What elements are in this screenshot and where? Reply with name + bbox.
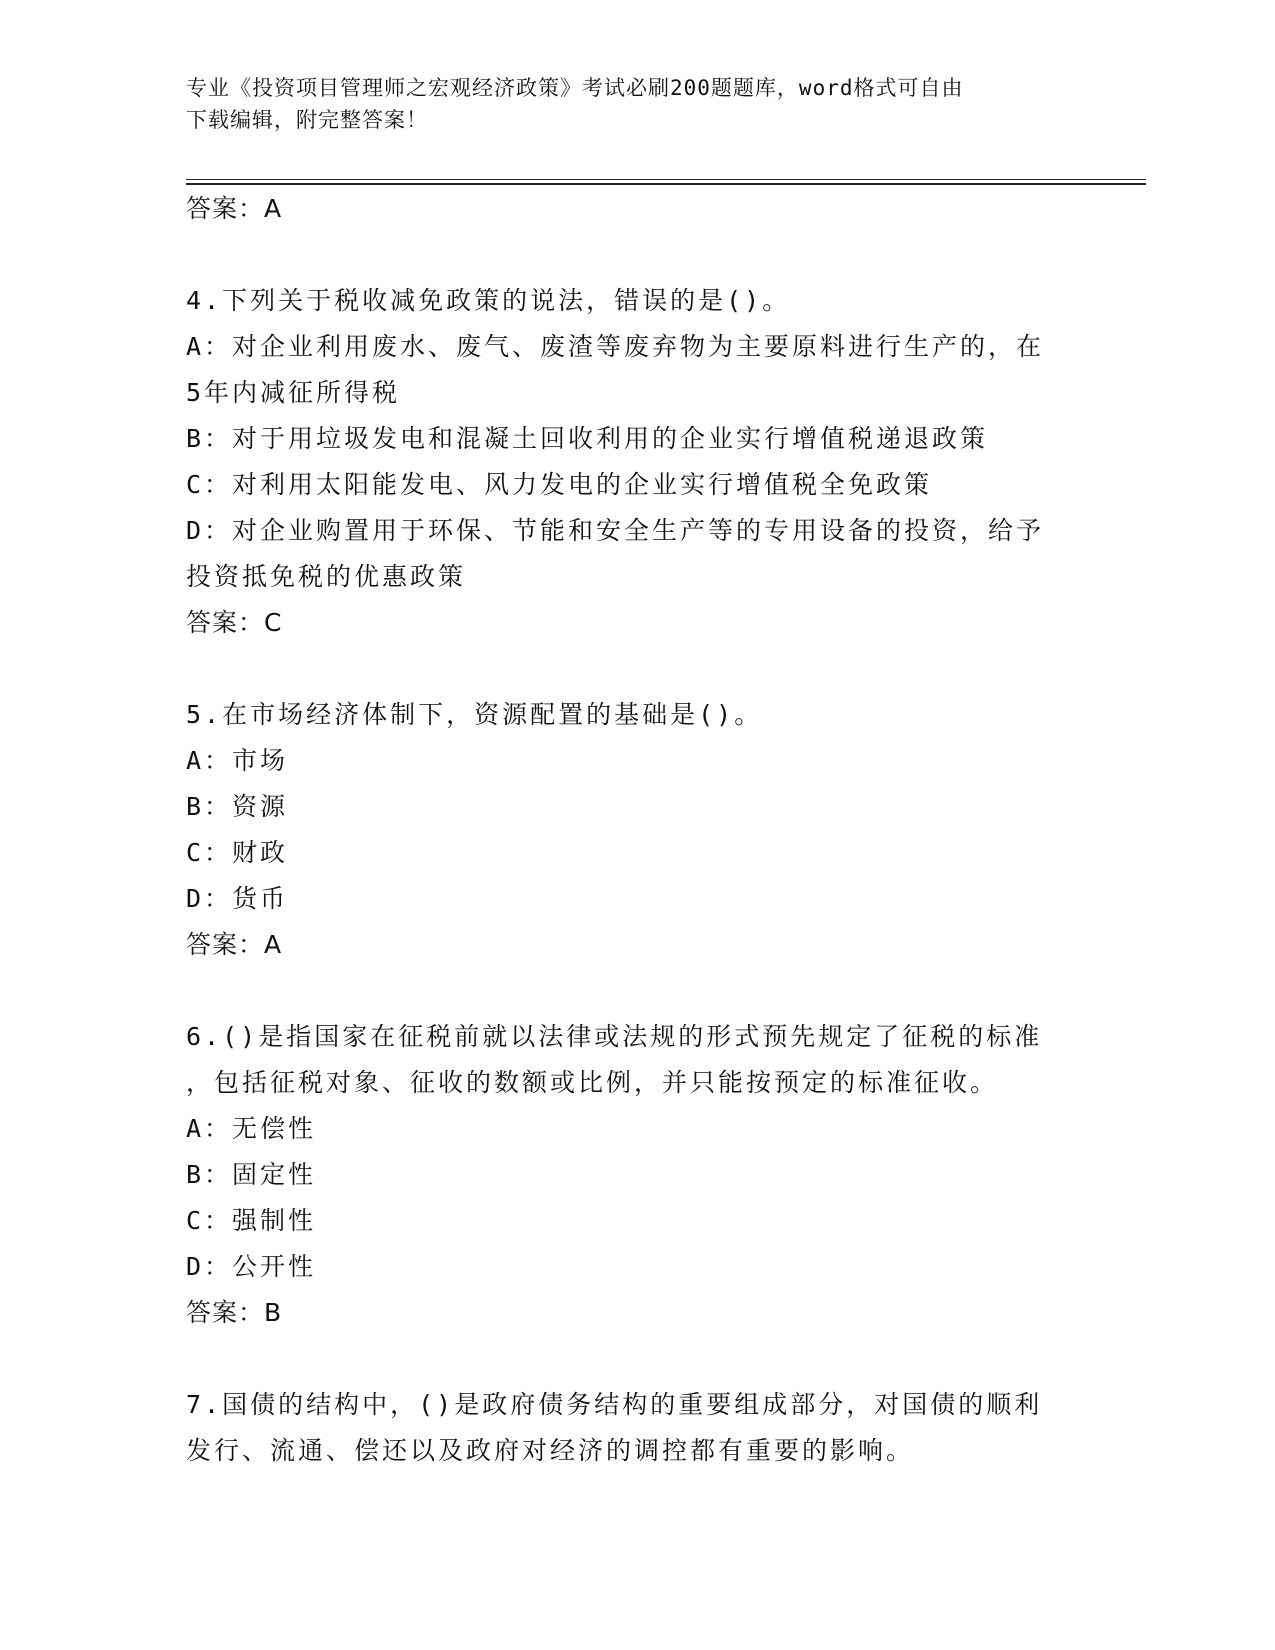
answer-text: 答案：B xyxy=(186,1298,283,1327)
question-text: 5.在市场经济体制下，资源配置的基础是()。 xyxy=(186,700,763,729)
spacer xyxy=(186,968,1086,1014)
question-text-continued: 发行、流通、偿还以及政府对经济的调控都有重要的影响。 xyxy=(186,1436,915,1465)
spacer xyxy=(186,646,1086,692)
option-d: D：公开性 xyxy=(186,1252,317,1281)
option-b: B：对于用垃圾发电和混凝土回收利用的企业实行增值税递退政策 xyxy=(186,424,989,453)
option-c: C：强制性 xyxy=(186,1206,317,1235)
answer-text: 答案：A xyxy=(186,930,283,959)
question-text-continued: ，包括征税对象、征收的数额或比例，并只能按预定的标准征收。 xyxy=(186,1068,999,1097)
question-block-4 xyxy=(186,278,1086,646)
question-block-7 xyxy=(186,1382,1086,1474)
question-block-5 xyxy=(186,692,1086,968)
option-a-continued: 5年内减征所得税 xyxy=(186,378,401,407)
answer-text: 答案：A xyxy=(186,194,283,223)
option-a: A：对企业利用废水、废气、废渣等废弃物为主要原料进行生产的，在 xyxy=(186,332,1045,361)
option-a: A：市场 xyxy=(186,746,289,775)
question-list xyxy=(186,186,1086,1474)
spacer xyxy=(186,1336,1086,1382)
option-c: C：对利用太阳能发电、风力发电的企业实行增值税全免政策 xyxy=(186,470,933,499)
option-b: B：资源 xyxy=(186,792,289,821)
spacer xyxy=(186,232,1086,278)
option-b: B：固定性 xyxy=(186,1160,317,1189)
question-block-6 xyxy=(186,1014,1086,1336)
header-divider-thin xyxy=(186,179,1146,180)
option-d: D：对企业购置用于环保、节能和安全生产等的专用设备的投资，给予 xyxy=(186,516,1045,545)
question-text: 4.下列关于税收减免政策的说法，错误的是()。 xyxy=(186,286,791,315)
header-line-1: 专业《投资项目管理师之宏观经济政策》考试必刷200题题库，word格式可自由 xyxy=(186,76,964,100)
option-d-continued: 投资抵免税的优惠政策 xyxy=(186,562,467,591)
option-c: C：财政 xyxy=(186,838,289,867)
header-divider-thick xyxy=(186,183,1146,185)
question-text: 7.国债的结构中，()是政府债务结构的重要组成部分，对国债的顺利 xyxy=(186,1390,1043,1419)
document-header xyxy=(186,72,1066,136)
question-text: 6.()是指国家在征税前就以法律或法规的形式预先规定了征税的标准 xyxy=(186,1022,1043,1051)
header-line-2: 下载编辑，附完整答案！ xyxy=(186,108,428,132)
answer-text: 答案：C xyxy=(186,608,283,637)
option-a: A：无偿性 xyxy=(186,1114,317,1143)
option-d: D：货币 xyxy=(186,884,289,913)
